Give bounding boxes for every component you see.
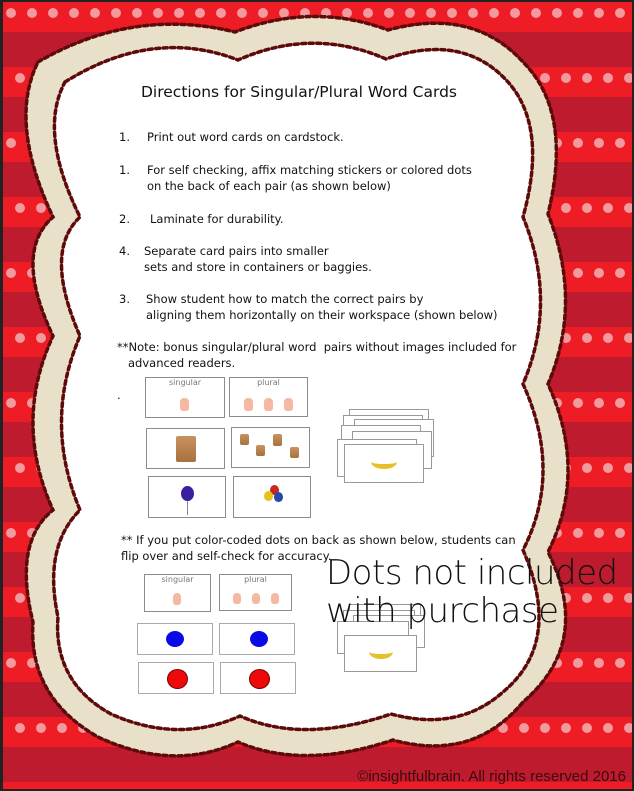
- step-number: 4.: [119, 244, 130, 258]
- hand-icon: [264, 398, 273, 411]
- card-singular-bag: [146, 428, 225, 469]
- step-text: aligning them horizontally on their workspace (shown below): [146, 308, 498, 322]
- blue-dot: [250, 631, 268, 647]
- hand-icon: [180, 398, 189, 411]
- card-back-red-dot: [220, 662, 296, 694]
- red-dot: [249, 669, 270, 689]
- step-number: 2.: [119, 212, 130, 226]
- hand-icon: [284, 398, 293, 411]
- note-line-2: advanced readers.: [128, 356, 236, 370]
- hand-icon: [244, 398, 253, 411]
- step-number: 1.: [119, 163, 130, 177]
- card-singular-hand: [144, 574, 211, 612]
- card-plural-bags: [231, 427, 310, 468]
- paper-bag-icon: [256, 445, 265, 456]
- copyright-notice: ©insightfulbrain. All rights reserved 2016: [357, 768, 626, 785]
- step-text: Print out word cards on cardstock.: [147, 130, 344, 144]
- scalloped-frame: [3, 2, 632, 789]
- stray-period: .: [117, 388, 121, 402]
- card-stack-top: [344, 635, 417, 672]
- card-stack-top: [344, 444, 424, 483]
- card-plural-hands: [219, 574, 292, 611]
- step-number: 3.: [119, 292, 130, 306]
- step-text: on the back of each pair (as shown below): [147, 179, 391, 193]
- hand-icon: [173, 593, 181, 605]
- balloon-icon: [181, 486, 194, 501]
- step-text: Separate card pairs into smaller: [144, 244, 329, 258]
- card-plural-balloons: [233, 476, 311, 518]
- paper-bag-icon: [176, 436, 196, 462]
- step-text: Show student how to match the correct pairs by: [146, 292, 424, 306]
- banana-icon: [371, 455, 397, 469]
- hand-icon: [233, 593, 241, 604]
- card-back-blue-dot: [137, 623, 213, 655]
- balloon-icon: [264, 491, 273, 501]
- card-back-blue-dot: [219, 623, 295, 655]
- step-text: For self checking, affix matching stickers or colored dots: [147, 163, 472, 177]
- step-number: 1.: [119, 130, 130, 144]
- callout-line-2: with purchase: [326, 591, 559, 631]
- hand-icon: [271, 593, 279, 604]
- banana-icon: [369, 645, 393, 659]
- note-line-1: **Note: bonus singular/plural word pairs without images included for: [117, 340, 517, 354]
- card-label: singular: [168, 378, 202, 387]
- card-singular-balloon: [148, 476, 226, 518]
- note2-line-2: flip over and self-check for accuracy.: [121, 549, 332, 563]
- balloon-string: [187, 501, 188, 515]
- red-dot: [167, 669, 188, 689]
- paper-bag-icon: [290, 447, 299, 458]
- paper-bag-icon: [240, 434, 249, 445]
- step-text: Laminate for durability.: [150, 212, 284, 226]
- hand-icon: [252, 593, 260, 604]
- blue-dot: [166, 631, 184, 647]
- callout-line-1: Dots not included: [326, 553, 618, 593]
- worksheet-page: [3, 2, 632, 789]
- note2-line-1: ** If you put color-coded dots on back as shown below, students can: [121, 533, 516, 547]
- paper-bag-icon: [273, 434, 282, 446]
- step-text: sets and store in containers or baggies.: [144, 260, 372, 274]
- balloon-icon: [274, 492, 283, 502]
- card-label: singular: [161, 575, 194, 584]
- card-label: plural: [244, 575, 267, 584]
- card-plural-hands: [229, 377, 308, 417]
- card-singular-hand: [145, 377, 225, 418]
- card-label: plural: [257, 378, 280, 387]
- page-title: Directions for Singular/Plural Word Cards: [141, 83, 457, 101]
- card-back-red-dot: [138, 662, 214, 694]
